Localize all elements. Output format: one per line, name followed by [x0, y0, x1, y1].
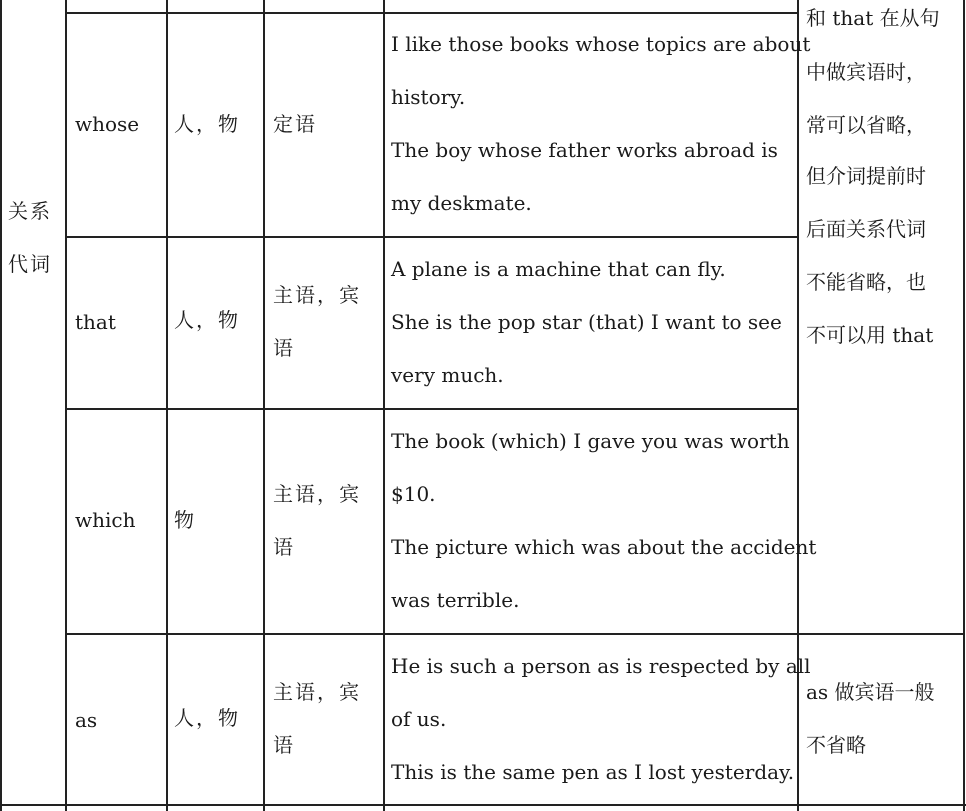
example-that-3: very much. — [391, 363, 504, 387]
row-border-that-which — [65, 408, 799, 410]
col-border-word — [166, 0, 168, 811]
row-border-which-as — [65, 633, 965, 635]
example-that-1: A plane is a machine that can fly. — [391, 257, 726, 281]
category-label-line-2: 代词 — [8, 252, 52, 276]
row-border-whose-that — [65, 236, 799, 238]
example-as-2: of us. — [391, 707, 447, 731]
example-whose-3: The boy whose father works abroad is — [391, 138, 778, 162]
example-which-2: $10. — [391, 482, 436, 506]
example-which-1: The book (which) I gave you was worth — [391, 429, 790, 453]
function-whose: 定语 — [273, 112, 317, 136]
col-border-antecedent — [263, 0, 265, 811]
example-which-4: was terrible. — [391, 588, 520, 612]
note-line-2: 中做宾语时， — [806, 60, 926, 84]
note-as-line-2: 不省略 — [806, 733, 866, 757]
example-whose-4: my deskmate. — [391, 191, 532, 215]
function-as-line-1: 主语，宾 — [273, 680, 361, 704]
note-line-5: 后面关系代词 — [806, 217, 926, 241]
antecedent-as: 人，物 — [174, 706, 240, 730]
function-which-line-2: 语 — [273, 535, 295, 559]
function-that-line-1: 主语，宾 — [273, 283, 361, 307]
word-whose: whose — [75, 112, 140, 136]
function-as-line-2: 语 — [273, 733, 295, 757]
example-whose-1: I like those books whose topics are about — [391, 32, 811, 56]
example-as-1: He is such a person as is respected by all — [391, 654, 811, 678]
note-line-3: 常可以省略， — [806, 113, 926, 137]
col-border-left — [0, 0, 2, 811]
row-border-bottom — [0, 804, 966, 806]
col-border-function — [383, 0, 385, 811]
antecedent-whose: 人，物 — [174, 112, 240, 136]
note-line-6: 不能省略，也 — [806, 270, 926, 294]
note-line-4: 但介词提前时 — [806, 164, 926, 188]
word-as: as — [75, 708, 98, 732]
note-as-line-1: as 做宾语一般 — [806, 680, 935, 704]
note-line-1: 和 that 在从句 — [806, 6, 940, 30]
example-that-2: She is the pop star (that) I want to see — [391, 310, 782, 334]
antecedent-that: 人，物 — [174, 308, 240, 332]
function-which-line-1: 主语，宾 — [273, 482, 361, 506]
function-that-line-2: 语 — [273, 336, 295, 360]
example-whose-2: history. — [391, 85, 466, 109]
example-which-3: The picture which was about the accident — [391, 535, 817, 559]
row-border-top-whose — [65, 12, 799, 14]
antecedent-which: 物 — [174, 508, 196, 532]
word-that: that — [75, 310, 116, 334]
category-label-line-1: 关系 — [8, 199, 52, 223]
col-border-right — [963, 0, 965, 811]
word-which: which — [75, 508, 136, 532]
note-line-7: 不可以用 that — [806, 323, 934, 347]
example-as-3: This is the same pen as I lost yesterday. — [391, 760, 795, 784]
col-border-category — [65, 0, 67, 811]
